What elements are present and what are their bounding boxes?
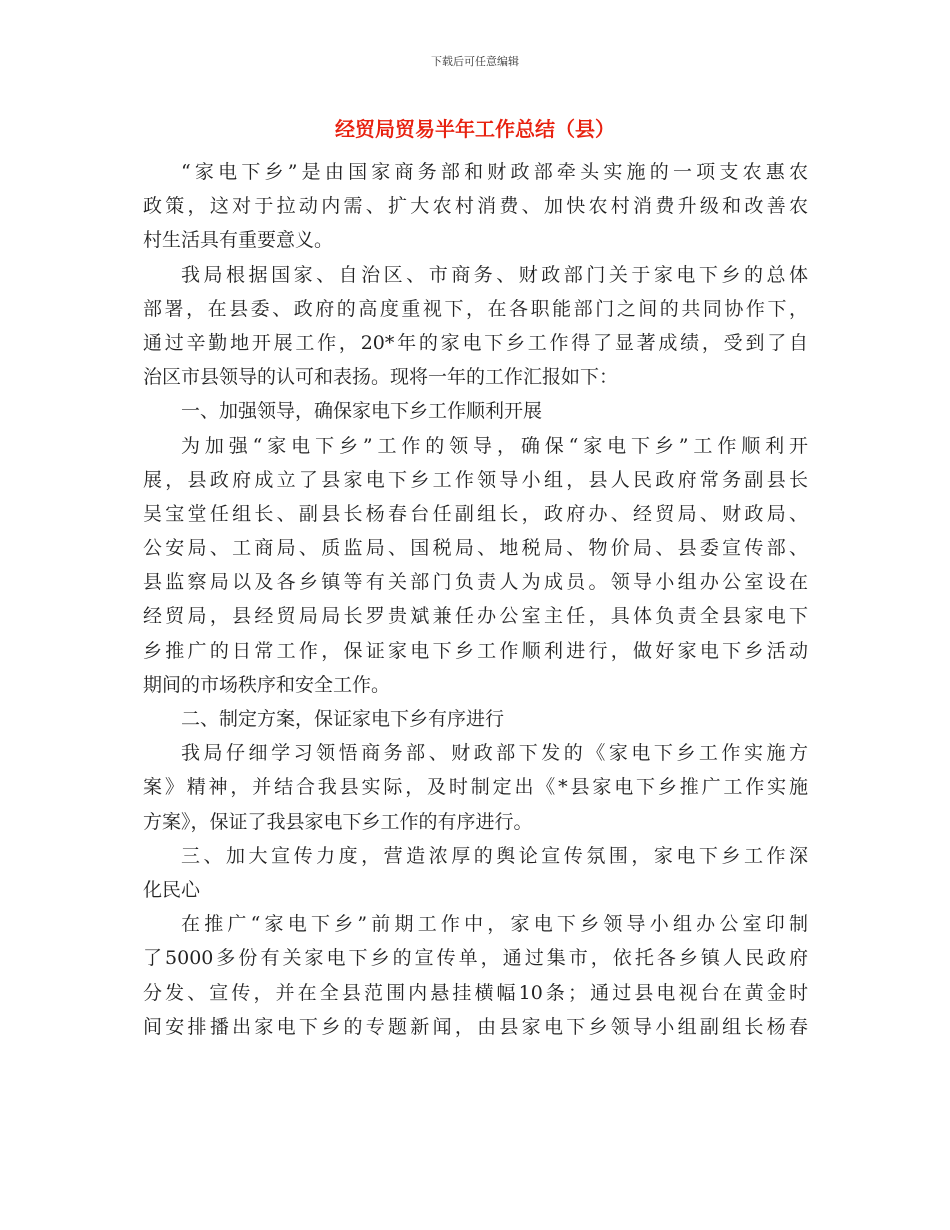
body-line: 我局仔细学习领悟商务部、财政部下发的《家电下乡工作实施方 (181, 742, 808, 765)
body-line: 了5000多份有关家电下乡的宣传单，通过集市，依托各乡镇人民政府 (143, 947, 808, 970)
body-line: 治区市县领导的认可和表扬。现将一年的工作汇报如下： (143, 366, 619, 389)
document-body (143, 155, 808, 1044)
section-heading: 二、制定方案，保证家电下乡有序进行 (181, 708, 505, 730)
body-line: 村生活具有重要意义。 (143, 229, 334, 252)
body-line: 分发、宣传，并在全县范围内悬挂横幅10条；通过县电视台在黄金时 (143, 981, 808, 1004)
body-line: 方案》，保证了我县家电下乡工作的有序进行。 (143, 810, 533, 833)
body-line: 案》精神，并结合我县实际，及时制定出《*县家电下乡推广工作实施 (143, 776, 808, 799)
body-line: “家电下乡”是由国家商务部和财政部牵头实施的一项支农惠农 (181, 161, 808, 183)
document-title: 经贸局贸易半年工作总结（县） (335, 117, 615, 141)
body-line: 我局根据国家、自治区、市商务、财政部门关于家电下乡的总体 (181, 263, 808, 286)
body-line: 部署，在县委、政府的高度重视下，在各职能部门之间的共同协作下， (143, 297, 808, 320)
body-line: 乡推广的日常工作，保证家电下乡工作顺利进行，做好家电下乡活动 (143, 639, 808, 662)
body-line: 政策，这对于拉动内需、扩大农村消费、加快农村消费升级和改善农 (143, 195, 808, 218)
body-line: 间安排播出家电下乡的专题新闻，由县家电下乡领导小组副组长杨春 (143, 1015, 808, 1038)
section-heading: 一、加强领导，确保家电下乡工作顺利开展 (181, 400, 543, 423)
section-heading: 三、加大宣传力度，营造浓厚的舆论宣传氛围，家电下乡工作深 (181, 844, 808, 867)
body-line: 经贸局，县经贸局局长罗贵斌兼任办公室主任，具体负责全县家电下 (143, 605, 808, 628)
body-line: 通过辛勤地开展工作，20*年的家电下乡工作得了显著成绩，受到了自 (143, 331, 808, 354)
body-line: 为加强“家电下乡”工作的领导，确保“家电下乡”工作顺利开 (181, 434, 808, 457)
body-line: 展，县政府成立了县家电下乡工作领导小组，县人民政府常务副县长 (143, 468, 808, 491)
section-heading: 化民心 (143, 878, 201, 901)
page-header-note: 下载后可任意编辑 (431, 55, 519, 68)
body-line: 吴宝堂任组长、副县长杨春台任副组长，政府办、经贸局、财政局、 (143, 502, 808, 525)
body-line: 期间的市场秩序和安全工作。 (143, 673, 391, 696)
body-line: 在推广“家电下乡”前期工作中，家电下乡领导小组办公室印制 (181, 913, 808, 936)
body-line: 公安局、工商局、质监局、国税局、地税局、物价局、县委宣传部、 (143, 537, 808, 560)
body-line: 县监察局以及各乡镇等有关部门负责人为成员。领导小组办公室设在 (143, 571, 808, 594)
